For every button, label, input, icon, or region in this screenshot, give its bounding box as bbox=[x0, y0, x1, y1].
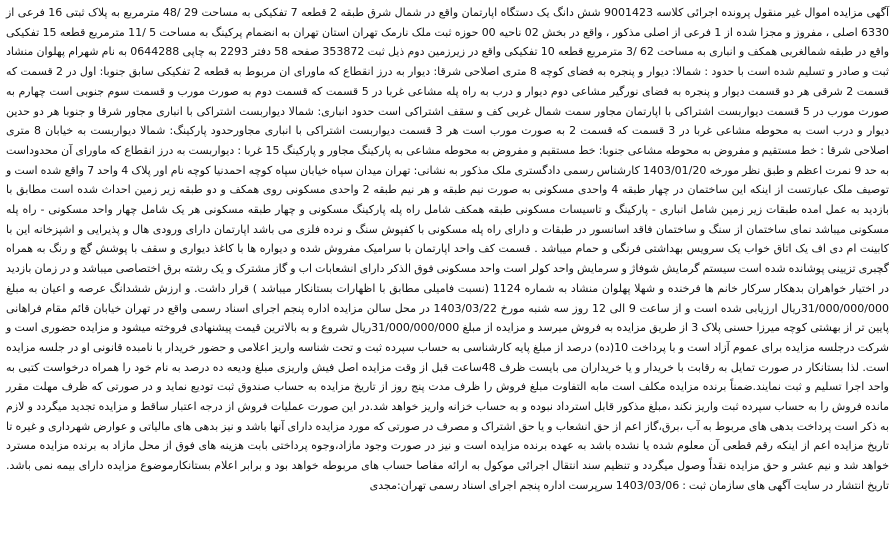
auction-notice-text: آگهی مزایده اموال غیر منقول پرونده اجرائی کلاسه 9001423 شش دانگ یک دستگاه اپارتمان واقع در شمال شرق طبقه 2 قطعه 7 تفکیکی به مساحت 29 /48 مترمربع به پلاک ثبتی 16 فرعی از 6330 اصلی ، مفروز و مجزا شده از 1 فرعی از اصلی مذکور ، واقع در بخش 02 ناحیه 00 حوزه ثبت ملک نارمک تهران استان تهران به انضمام پرکینگ به مساحت 5 /11 مترمربع قطعه 15 تفکیکی واقع در طبقه شمالغربی همکف و انباری به مساحت 62 /3 مترمربع قطعه 10 تفکیکی واقع در زیرزمین دوم ذیل ثبت 353872 صفحه 58 دفتر 2293 به چاپی 0644288 به نام شهرام پهلوان منشاد ثبت و صادر و تسلیم شده است با حدود : شمالا: دیوار و پنجره به فضای کوچه 8 متری اصلاحی شرقا: دیوار به درز انقطاع که ماورای ان مربوط به قطعه 2 تفکیکی سابق جنوبا: اول در 2 قسمت که قسمت 2 شرقی هر دو قسمت دیوار و پنجره به فضای نورگیر مشاعی دوم دیوار و درب به راه پله مشاعی غربا در 5 قسمت که قسمت دوم به صورت مورب و قسمت سوم جنوبی است چهارم به صورت مورب در 5 قسمت دیواربست اشتراکی با اپارتمان مجاور سمت شمال غربی کف و سقف اشتراکی است حدود انباری: شمالا دیواربست اشتراکی با انباری مجاور شرقا و جنوبا هر دو حدین دیوار و درب است به محوطه مشاعی غربا در 3 قسمت که قسمت 2 به صورت مورب است هر 3 قسمت دیواربست اشتراکی با انباری مجاورحدود پارکینگ: شمالا دیواربست به خیابان 8 متری اصلاحی شرقا : خط مستقیم و مفروض به محوطه مشاعی جنوبا: خط مستقیم و مفروض به محوطه مشاعی به پارکینگ مجاور و پارکینگ 15 غربا : دیواربست به درز انقطاع که ماورای آن محدوداست به حد 9 نمرت اعظم و طبق نظر مورخه 1403/01/20 کارشناس رسمی دادگستری ملک مذکور به نشانی: تهران میدان سپاه خیابان سپاه کوچه احمدنیا کوچه نام اور پلاک 4 واحد 7 واقع شده است و توصیف ملک عبارتست از اینکه این ساختمان در چهار طبقه 4 واحدی مسکونی به صورت نیم طبقه و هر نیم طبقه 2 واحدی مسکونی روی همکف و دو طبقه زیر زمین احداث شده است مطابق با بازدید به عمل امده طبقات زیر زمین شامل انباری - پارکینگ و تاسیسات مسکونی طبقه همکف شامل راه پله پارکینگ مسکونی و چهار طبقه مسکونی هر یک شامل چهار واحد مسکونی - راه پله مسکونی میباشد نمای ساختمان از سنگ و ساختمان فاقد اسانسور در طبقات و دارای راه پله مسکونی با کفپوش سنگ و نرده فلزی می باشد اپارتمان دارای ورودی هال و پذیرایی و اشپزخانه این با کابینت ام دی اف یک اتاق خواب یک سرویس بهداشتی فرنگی و حمام میباشد . قسمت کف واحد اپارتمان با سرامیک مفروش شده و دیواره ها با کاغذ دیواری و سقف با پوشش گچ و رنگ به همراه گچبری تزیینی پوشانده شده است سیستم گرمایش شوفاژ و سرمایش واحد کولر است واحد مسکونی فوق الذکر دارای انشعابات اب و گاز مشترک و یک رشته برق اختصاصی میباشد و در زمان بازدید در اختیار خواهران بدهکار سرکار خانم ها فرخنده و شهلا پهلوان منشاد به شماره 1124 (نسبت فامیلی مطابق با اظهارات بستانکار میباشد ) قرار داشت. و ارزش ششدانگ عرصه و اعیان به مبلغ 31/000/000/000ریال ارزیابی شده است و از ساعت 9 الی 12 روز سه شنبه مورخ 1403/03/22 در محل سالن مزایده اداره پنجم اجرای اسناد رسمی واقع در تهران خیابان قائم مقام فراهانی پایین تر از بهشتی کوچه میرزا حسنی پلاک 3 از طریق مزایده به فروش میرسد و مزایده از مبلغ 31/000/000/000ریال شروع و به بالاترین قیمت پیشنهادی فروخته میشود و مزایده حضوری است و شرکت درجلسه مزایده برای عموم آزاد است و با پرداخت 10(ده) درصد از مبلغ پایه کارشناسی به حساب سپرده ثبت و تحت شناسه واریز اعلامی و حضور خریدار با نامبده قانونی او در جلسه مزایده است. لذا بستانکار در صورت تمایل به رقابت با خریدار و یا خریداران می بایست ظرف 48ساعت قبل از وقت مزایده اصل فیش واریزی مبلغ ودیعه ده درصد به نام خود را همراه درخواست کتبی به واحد اجرا تسلیم و ثبت نمایند.ضمناً برنده مزایده مکلف است مابه التفاوت مبلغ فروش را ظرف مدت پنج روز از تاریخ مزایده به حساب صندوق ثبت تودیع نماید و در صورتی که ظرف مهلت مقرر مانده فروش را به حساب سپرده ثبت واریز نکند ،مبلغ مذکور قابل استرداد نبوده و به حساب خزانه واریز خواهد شد.در این صورت عملیات فروش از درجه اعتبار ساقط و مزایده تجدید میگردد و لازم به ذکر است پرداخت بدهی های مربوط به آب ،برق،گاز اعم از حق انشعاب و یا حق اشتراک و مصرف در صورتی که مورد مزایده دارای آنها باشد و نیز بدهی های مالیاتی و عوارض شهرداری و غیره تا تاریخ مزایده اعم از اینکه رقم قطعی آن معلوم شده یا نشده باشد به عهده برنده مزایده است و نیز در صورت وجود مازاد،وجوه پرداختی بابت هزینه های فوق از محل مازاد به برنده مزایده مسترد خواهد شد و نیم عشر و حق مزایده نقداً وصول میگردد و تنظیم سند انتقال اجرائی موکول به ارائه مفاصا حساب های مربوطه خواهد بود و برابر اعلام بستانکارموضوع مزایده دارای بیمه نمی باشد. تاریخ انتشار در سایت آگهی های سازمان ثبت : 1403/03/06 سرپرست اداره پنجم اجرای اسناد رسمی تهران:مجدی bbox=[6, 6, 890, 492]
